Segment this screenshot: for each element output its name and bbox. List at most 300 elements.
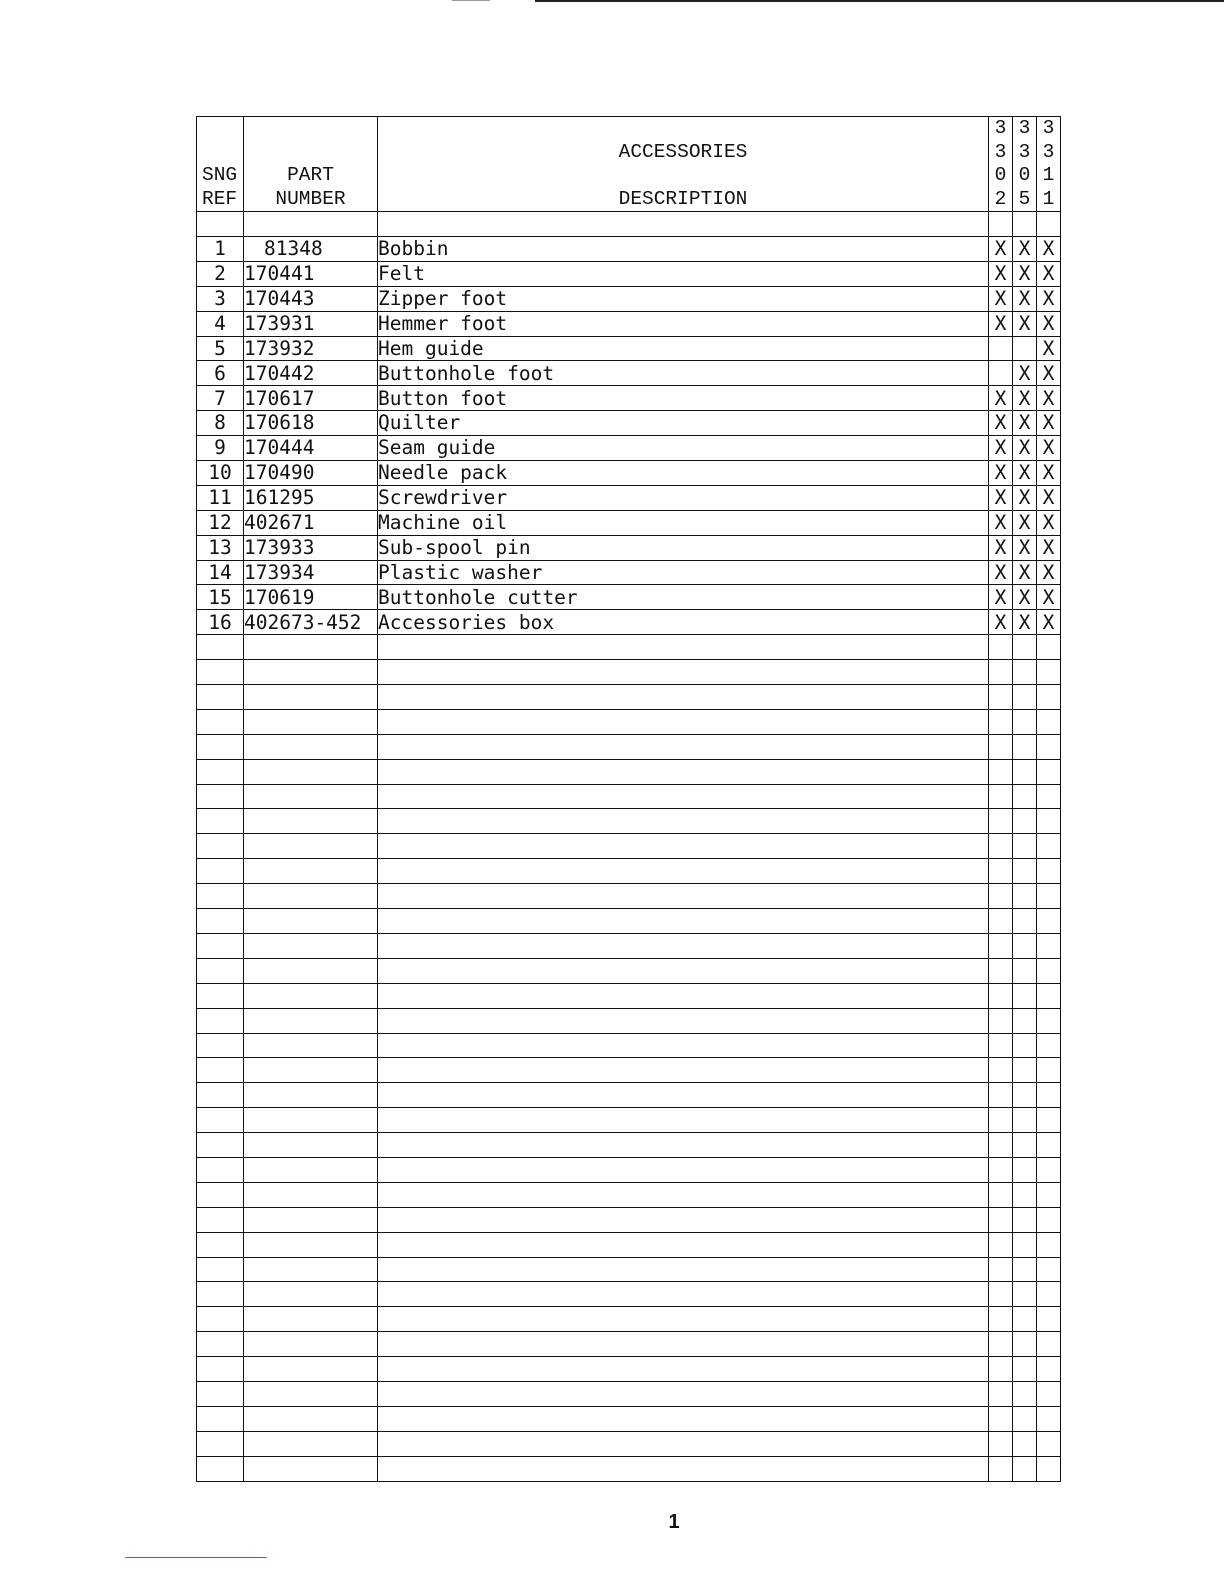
empty-cell [244, 1381, 378, 1406]
model-3-mark-cell: X [1037, 585, 1061, 610]
table-row [197, 361, 1061, 386]
empty-cell [197, 660, 244, 685]
empty-cell [197, 834, 244, 859]
sng-ref-cell: 10 [197, 461, 244, 486]
empty-row [197, 1456, 1061, 1481]
empty-row [197, 1083, 1061, 1108]
empty-cell [197, 1357, 244, 1382]
model-1-mark-cell: X [989, 386, 1013, 411]
empty-cell [1013, 660, 1037, 685]
empty-cell [989, 660, 1013, 685]
empty-cell [1037, 1232, 1061, 1257]
empty-cell [1037, 1406, 1061, 1431]
empty-row [197, 1431, 1061, 1456]
empty-cell [1013, 784, 1037, 809]
empty-cell [1037, 1456, 1061, 1481]
empty-cell [197, 1033, 244, 1058]
sng-ref-cell: 13 [197, 535, 244, 560]
empty-row [197, 884, 1061, 909]
empty-cell [1013, 983, 1037, 1008]
empty-cell [244, 709, 378, 734]
model-1-mark-cell: X [989, 261, 1013, 286]
table-row [197, 436, 1061, 461]
empty-cell [197, 958, 244, 983]
empty-cell [244, 1232, 378, 1257]
table-row [197, 336, 1061, 361]
model-number-label: 3311 [1042, 117, 1055, 210]
empty-cell [378, 1083, 989, 1108]
empty-cell [989, 1108, 1013, 1133]
part-number-cell: 81348 [244, 237, 378, 262]
empty-cell [989, 1456, 1013, 1481]
empty-cell [244, 1033, 378, 1058]
empty-row [197, 709, 1061, 734]
empty-cell [378, 1357, 989, 1382]
description-cell: Sub-spool pin [378, 535, 989, 560]
empty-cell [244, 1307, 378, 1332]
empty-cell [378, 660, 989, 685]
empty-cell [989, 1406, 1013, 1431]
empty-cell [244, 1108, 378, 1133]
empty-cell [244, 884, 378, 909]
empty-row [197, 909, 1061, 934]
empty-cell [244, 809, 378, 834]
empty-cell [1013, 635, 1037, 660]
table-row [197, 311, 1061, 336]
empty-cell [197, 212, 244, 237]
empty-cell [989, 1008, 1013, 1033]
sng-ref-cell: 6 [197, 361, 244, 386]
table-row [197, 411, 1061, 436]
empty-cell [1013, 1157, 1037, 1182]
empty-row [197, 1108, 1061, 1133]
description-cell: Quilter [378, 411, 989, 436]
header-gap-row [197, 212, 1061, 237]
empty-cell [197, 1083, 244, 1108]
empty-cell [1037, 660, 1061, 685]
part-number-cell: 402671 [244, 510, 378, 535]
empty-row [197, 809, 1061, 834]
description-cell: Plastic washer [378, 560, 989, 585]
model-2-mark-cell: X [1013, 436, 1037, 461]
empty-cell [989, 1357, 1013, 1382]
empty-row [197, 1332, 1061, 1357]
empty-cell [378, 1108, 989, 1133]
empty-cell [1013, 1207, 1037, 1232]
empty-cell [1013, 734, 1037, 759]
empty-cell [1037, 1431, 1061, 1456]
empty-cell [1037, 1307, 1061, 1332]
model-2-mark-cell: X [1013, 510, 1037, 535]
empty-cell [244, 1282, 378, 1307]
model-2-mark-cell [1013, 336, 1037, 361]
model-2-mark-cell: X [1013, 286, 1037, 311]
model-3-mark-cell: X [1037, 336, 1061, 361]
empty-cell [989, 1182, 1013, 1207]
model-1-mark-cell: X [989, 485, 1013, 510]
col-header-model-3 [1037, 117, 1061, 212]
model-3-mark-cell: X [1037, 485, 1061, 510]
model-3-mark-cell: X [1037, 535, 1061, 560]
model-3-mark-cell: X [1037, 386, 1061, 411]
model-number-label: 3305 [1018, 117, 1031, 210]
part-number-cell: 170619 [244, 585, 378, 610]
empty-cell [244, 212, 378, 237]
accessories-parts-table [196, 116, 1061, 1482]
empty-cell [244, 635, 378, 660]
empty-cell [1037, 1381, 1061, 1406]
description-cell: Seam guide [378, 436, 989, 461]
empty-cell [378, 958, 989, 983]
empty-row [197, 1282, 1061, 1307]
empty-cell [197, 709, 244, 734]
empty-cell [1037, 1207, 1061, 1232]
sng-ref-cell: 3 [197, 286, 244, 311]
empty-cell [378, 784, 989, 809]
empty-cell [197, 983, 244, 1008]
empty-cell [1013, 1406, 1037, 1431]
empty-cell [1013, 759, 1037, 784]
empty-cell [378, 859, 989, 884]
empty-cell [1037, 983, 1061, 1008]
empty-cell [989, 859, 1013, 884]
empty-cell [197, 1282, 244, 1307]
empty-cell [989, 1381, 1013, 1406]
empty-row [197, 685, 1061, 710]
empty-cell [197, 1207, 244, 1232]
empty-cell [1037, 1008, 1061, 1033]
empty-cell [1013, 685, 1037, 710]
empty-cell [1013, 1232, 1037, 1257]
empty-cell [197, 909, 244, 934]
col-header-description [378, 117, 989, 212]
part-number-cell: 170490 [244, 461, 378, 486]
empty-cell [244, 1083, 378, 1108]
empty-cell [197, 809, 244, 834]
model-2-mark-cell: X [1013, 560, 1037, 585]
model-2-mark-cell: X [1013, 361, 1037, 386]
empty-cell [1037, 1282, 1061, 1307]
empty-row [197, 1232, 1061, 1257]
empty-cell [378, 834, 989, 859]
empty-cell [378, 709, 989, 734]
empty-cell [197, 1381, 244, 1406]
empty-cell [1037, 635, 1061, 660]
description-cell: Buttonhole cutter [378, 585, 989, 610]
model-3-mark-cell: X [1037, 237, 1061, 262]
blank-rows [197, 635, 1061, 1481]
model-1-mark-cell: X [989, 510, 1013, 535]
empty-cell [197, 859, 244, 884]
empty-cell [1013, 1332, 1037, 1357]
empty-cell [378, 759, 989, 784]
empty-cell [244, 1182, 378, 1207]
number-label: NUMBER [275, 187, 346, 210]
part-number-cell: 161295 [244, 485, 378, 510]
empty-row [197, 834, 1061, 859]
empty-row [197, 734, 1061, 759]
empty-cell [197, 759, 244, 784]
sng-ref-cell: 2 [197, 261, 244, 286]
table-row [197, 485, 1061, 510]
empty-cell [1013, 709, 1037, 734]
model-1-mark-cell: X [989, 585, 1013, 610]
empty-cell [989, 1257, 1013, 1282]
ref-label: REF [202, 187, 238, 210]
empty-cell [1037, 1083, 1061, 1108]
sng-ref-cell: 1 [197, 237, 244, 262]
empty-cell [1037, 859, 1061, 884]
empty-cell [1037, 1257, 1061, 1282]
part-number-cell: 173934 [244, 560, 378, 585]
empty-cell [244, 759, 378, 784]
empty-cell [378, 1307, 989, 1332]
table-row [197, 585, 1061, 610]
col-header-model-2 [1013, 117, 1037, 212]
model-3-mark-cell: X [1037, 461, 1061, 486]
empty-cell [989, 884, 1013, 909]
empty-cell [244, 685, 378, 710]
description-cell: Buttonhole foot [378, 361, 989, 386]
model-1-mark-cell [989, 336, 1013, 361]
scan-artifact-speck [452, 0, 490, 1]
sng-ref-cell: 14 [197, 560, 244, 585]
model-1-mark-cell: X [989, 436, 1013, 461]
model-1-mark-cell: X [989, 411, 1013, 436]
empty-row [197, 1058, 1061, 1083]
part-number-cell: 173931 [244, 311, 378, 336]
empty-row [197, 983, 1061, 1008]
table-row [197, 286, 1061, 311]
header-row [197, 117, 1061, 212]
part-number-cell: 170443 [244, 286, 378, 311]
empty-cell [244, 1332, 378, 1357]
sng-ref-cell: 15 [197, 585, 244, 610]
empty-row [197, 1133, 1061, 1158]
description-cell: Needle pack [378, 461, 989, 486]
empty-cell [378, 1282, 989, 1307]
empty-cell [1013, 1257, 1037, 1282]
sng-ref-cell: 4 [197, 311, 244, 336]
empty-cell [244, 834, 378, 859]
header-spacer [378, 164, 988, 188]
model-3-mark-cell: X [1037, 286, 1061, 311]
table-row [197, 610, 1061, 635]
empty-cell [197, 1456, 244, 1481]
part-number-cell: 173932 [244, 336, 378, 361]
empty-cell [989, 1207, 1013, 1232]
empty-cell [1037, 1357, 1061, 1382]
model-2-mark-cell: X [1013, 411, 1037, 436]
empty-cell [244, 1058, 378, 1083]
page-number: 1 [668, 1511, 680, 1533]
model-3-mark-cell: X [1037, 510, 1061, 535]
model-1-mark-cell: X [989, 237, 1013, 262]
sng-ref-cell: 12 [197, 510, 244, 535]
empty-cell [989, 1083, 1013, 1108]
empty-cell [989, 212, 1013, 237]
empty-cell [197, 734, 244, 759]
table-row [197, 261, 1061, 286]
empty-cell [1037, 1033, 1061, 1058]
sng-ref-cell: 7 [197, 386, 244, 411]
model-2-mark-cell: X [1013, 386, 1037, 411]
empty-cell [989, 784, 1013, 809]
empty-cell [1013, 1133, 1037, 1158]
empty-cell [1037, 933, 1061, 958]
empty-cell [1037, 884, 1061, 909]
description-cell: Machine oil [378, 510, 989, 535]
empty-cell [378, 1058, 989, 1083]
empty-cell [378, 1406, 989, 1431]
description-cell: Hemmer foot [378, 311, 989, 336]
col-header-part-number [244, 117, 378, 212]
part-number-cell: 170617 [244, 386, 378, 411]
model-3-mark-cell: X [1037, 361, 1061, 386]
empty-cell [1013, 1381, 1037, 1406]
empty-cell [989, 1133, 1013, 1158]
empty-cell [1013, 1182, 1037, 1207]
col-header-model-1 [989, 117, 1013, 212]
empty-cell [1037, 709, 1061, 734]
empty-cell [1013, 809, 1037, 834]
model-2-mark-cell: X [1013, 311, 1037, 336]
empty-row [197, 1307, 1061, 1332]
part-label: PART [287, 164, 334, 186]
empty-cell [1037, 1182, 1061, 1207]
empty-cell [244, 660, 378, 685]
empty-cell [989, 1431, 1013, 1456]
empty-cell [244, 859, 378, 884]
scan-artifact-top-line [535, 0, 1224, 2]
empty-row [197, 660, 1061, 685]
model-2-mark-cell: X [1013, 585, 1037, 610]
empty-cell [244, 1207, 378, 1232]
empty-cell [378, 212, 989, 237]
col-header-sng-ref [197, 117, 244, 212]
empty-row [197, 933, 1061, 958]
description-cell: Felt [378, 261, 989, 286]
empty-cell [1037, 834, 1061, 859]
empty-row [197, 1033, 1061, 1058]
empty-cell [378, 1232, 989, 1257]
empty-cell [1013, 1431, 1037, 1456]
empty-cell [1013, 1083, 1037, 1108]
table-row [197, 560, 1061, 585]
description-cell: Zipper foot [378, 286, 989, 311]
empty-row [197, 1157, 1061, 1182]
empty-cell [378, 909, 989, 934]
empty-cell [1013, 909, 1037, 934]
empty-cell [197, 1157, 244, 1182]
empty-cell [378, 1133, 989, 1158]
empty-cell [244, 1257, 378, 1282]
empty-cell [378, 1332, 989, 1357]
empty-cell [989, 909, 1013, 934]
description-cell: Button foot [378, 386, 989, 411]
empty-row [197, 1357, 1061, 1382]
empty-cell [1037, 685, 1061, 710]
empty-cell [244, 983, 378, 1008]
empty-cell [378, 1033, 989, 1058]
table-row [197, 510, 1061, 535]
empty-cell [989, 1282, 1013, 1307]
empty-cell [197, 884, 244, 909]
empty-cell [1013, 834, 1037, 859]
empty-row [197, 784, 1061, 809]
empty-cell [1013, 1456, 1037, 1481]
empty-cell [1037, 784, 1061, 809]
table-row [197, 237, 1061, 262]
table-row [197, 535, 1061, 560]
empty-cell [197, 1133, 244, 1158]
model-1-mark-cell: X [989, 311, 1013, 336]
empty-cell [378, 635, 989, 660]
empty-cell [1013, 1108, 1037, 1133]
empty-cell [244, 1133, 378, 1158]
model-2-mark-cell: X [1013, 610, 1037, 635]
empty-cell [197, 1182, 244, 1207]
empty-cell [989, 1157, 1013, 1182]
empty-row [197, 1207, 1061, 1232]
empty-cell [197, 784, 244, 809]
empty-cell [1013, 1307, 1037, 1332]
empty-cell [378, 1381, 989, 1406]
empty-cell [244, 734, 378, 759]
empty-cell [989, 1058, 1013, 1083]
sng-ref-cell: 5 [197, 336, 244, 361]
empty-cell [244, 1008, 378, 1033]
empty-cell [378, 1182, 989, 1207]
empty-cell [1037, 909, 1061, 934]
model-1-mark-cell: X [989, 610, 1013, 635]
empty-cell [197, 635, 244, 660]
empty-cell [244, 1406, 378, 1431]
empty-cell [197, 1431, 244, 1456]
empty-row [197, 635, 1061, 660]
description-cell: Screwdriver [378, 485, 989, 510]
sng-ref-cell: 8 [197, 411, 244, 436]
empty-cell [197, 1058, 244, 1083]
empty-cell [244, 784, 378, 809]
empty-cell [378, 983, 989, 1008]
empty-row [197, 1406, 1061, 1431]
empty-cell [1013, 933, 1037, 958]
empty-cell [989, 709, 1013, 734]
empty-cell [244, 909, 378, 934]
part-number-cell: 402673-452 [244, 610, 378, 635]
part-number-cell: 170444 [244, 436, 378, 461]
empty-row [197, 1008, 1061, 1033]
empty-cell [1013, 1008, 1037, 1033]
part-number-cell: 170441 [244, 261, 378, 286]
empty-cell [197, 1232, 244, 1257]
empty-cell [378, 1008, 989, 1033]
empty-cell [989, 933, 1013, 958]
empty-cell [989, 759, 1013, 784]
empty-cell [989, 809, 1013, 834]
sng-label: SNG [202, 164, 238, 186]
table-row [197, 386, 1061, 411]
description-cell: Hem guide [378, 336, 989, 361]
empty-row [197, 859, 1061, 884]
model-3-mark-cell: X [1037, 436, 1061, 461]
empty-row [197, 1381, 1061, 1406]
empty-cell [989, 1307, 1013, 1332]
description-cell: Bobbin [378, 237, 989, 262]
empty-cell [244, 1157, 378, 1182]
model-1-mark-cell: X [989, 535, 1013, 560]
